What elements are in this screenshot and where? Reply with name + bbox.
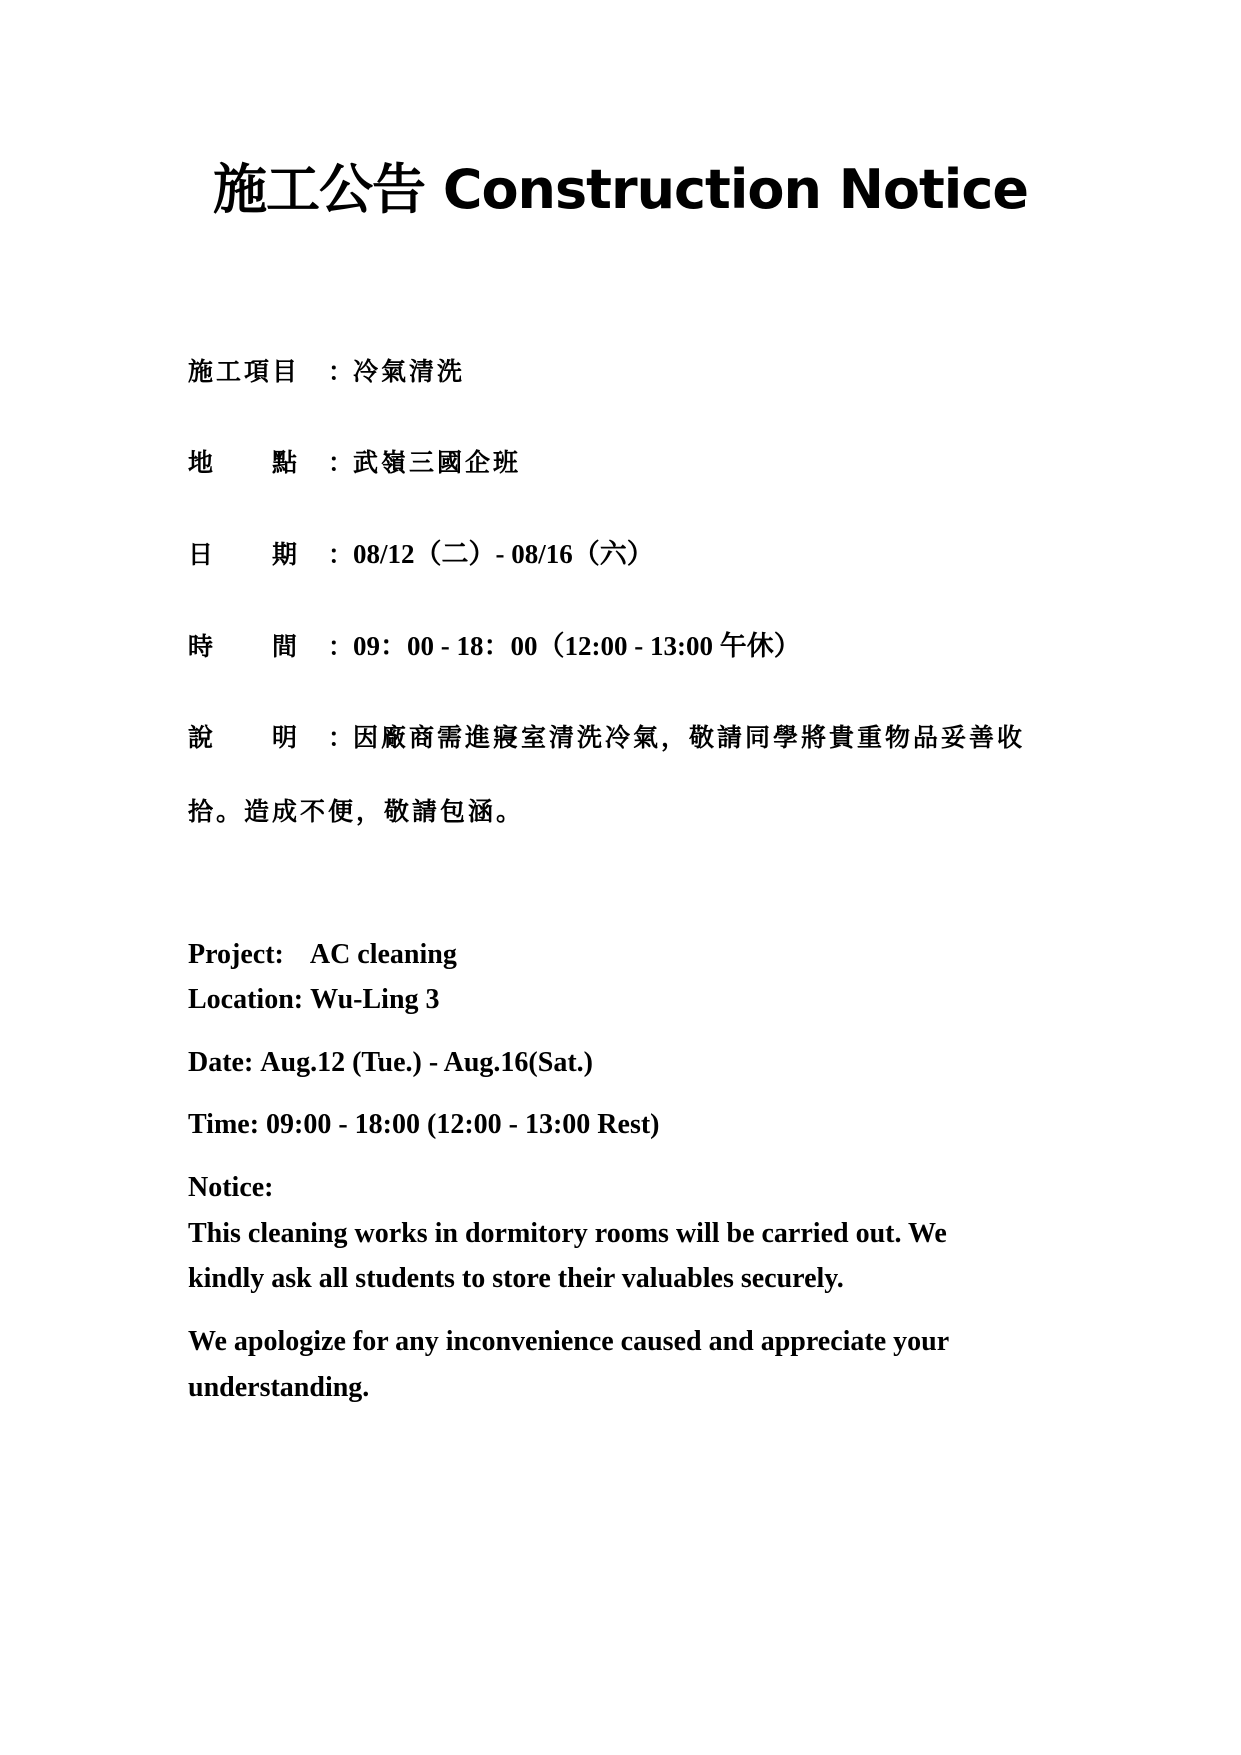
en-time-value: 09:00 - 18:00 (12:00 - 13:00 Rest): [266, 1109, 660, 1140]
en-apology-line2: understanding.: [188, 1372, 370, 1403]
zh-date-label: 日 期: [188, 540, 301, 569]
zh-notice-row-continued: [188, 792, 524, 832]
zh-date-value: 08/12（二）- 08/16（六）: [353, 539, 654, 569]
zh-notice-value-line1: 因廠商需進寢室清洗冷氣，敬請同學將貴重物品妥善收: [353, 723, 1026, 752]
en-apology-line1: We apologize for any inconvenience caused and appreciate your: [188, 1326, 950, 1357]
en-notice-line2: kindly ask all students to store their valuables securely.: [188, 1263, 844, 1294]
zh-date-separator: ：: [328, 540, 354, 569]
zh-project-label: 施工項目: [188, 357, 301, 386]
zh-date-row: [188, 534, 654, 575]
en-location-value: Wu-Ling 3: [310, 984, 440, 1015]
en-location-label: Location:: [188, 984, 304, 1015]
zh-time-row: [188, 626, 801, 667]
en-time-label: Time:: [188, 1109, 260, 1140]
en-date-label: Date:: [188, 1047, 254, 1078]
zh-location-separator: ：: [328, 448, 354, 477]
zh-time-label: 時 間: [188, 632, 301, 661]
en-date-row: [188, 1040, 593, 1086]
zh-location-value: 武嶺三國企班: [353, 448, 522, 477]
zh-location-row: [188, 443, 521, 483]
en-notice-line1: This cleaning works in dormitory rooms will be carried out. We: [188, 1218, 947, 1249]
zh-notice-label: 說 明: [188, 723, 301, 752]
en-project-label: Project:: [188, 939, 284, 970]
en-project-row: [188, 932, 457, 978]
zh-notice-value-line2: 拾。造成不便，敬請包涵。: [188, 797, 525, 826]
en-project-value: AC cleaning: [309, 939, 457, 970]
zh-location-label: 地 點: [188, 448, 301, 477]
zh-time-value: 09：00 - 18：00（12:00 - 13:00 午休）: [353, 631, 801, 661]
zh-project-value: 冷氣清洗: [353, 357, 466, 386]
en-date-value: Aug.12 (Tue.) - Aug.16(Sat.): [260, 1047, 593, 1078]
en-time-row: [188, 1102, 660, 1148]
zh-project-separator: ：: [328, 357, 354, 386]
page-title: 施工公告 Construction Notice: [213, 158, 1028, 221]
zh-time-separator: ：: [328, 632, 354, 661]
zh-project-row: [188, 352, 465, 392]
zh-notice-row: [188, 718, 1025, 758]
zh-notice-separator: ：: [328, 723, 354, 752]
en-notice-label: Notice:: [188, 1172, 274, 1203]
en-location-row: [188, 977, 440, 1023]
